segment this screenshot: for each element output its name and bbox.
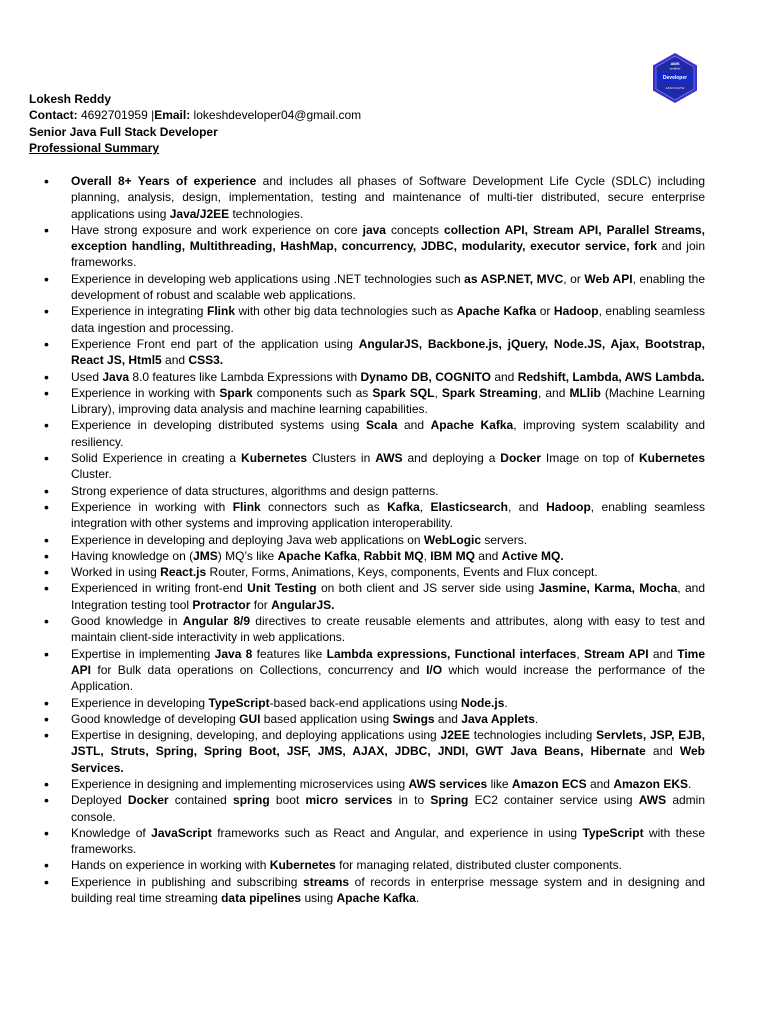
summary-bullet-item [29, 580, 705, 613]
bullet-text: , [356, 548, 364, 563]
bullet-text: Expertise in implementing [71, 646, 215, 661]
bold-keyword: Kubernetes [638, 451, 706, 466]
bullet-text: Worked in using [71, 565, 161, 580]
bullet-text: , [423, 548, 431, 563]
bold-keyword: CSS3. [188, 353, 224, 368]
bold-keyword: streams [303, 874, 350, 889]
bullet-text: , enabling the development of robust and scalable web applications. [71, 271, 706, 303]
bold-keyword: Scala [366, 418, 398, 433]
bullet-text: in to [392, 793, 431, 808]
summary-bullet-item [29, 727, 705, 776]
bullet-text: contained [168, 793, 234, 808]
email-address: lokeshdeveloper04@gmail.com [190, 108, 362, 123]
bold-keyword: Hadoop [546, 499, 591, 514]
bullet-text: , enabling seamless data ingestion and processing. [71, 304, 706, 335]
bold-keyword: as ASP.NET, MVC [464, 271, 564, 286]
bullet-text: using [301, 891, 337, 906]
bullet-text: like [487, 776, 512, 791]
bold-keyword: Java Applets [461, 711, 535, 726]
bold-keyword: TypeScript [208, 695, 270, 710]
bold-keyword: Flink [206, 304, 235, 319]
bold-keyword: Elasticsearch [430, 499, 508, 514]
summary-bullet-item [29, 385, 705, 418]
bullet-text: Having knowledge on ( [71, 548, 194, 563]
bold-keyword: Apache Kafka [430, 418, 514, 433]
bullet-text: for [250, 597, 272, 612]
badge-certified-text: certified [669, 66, 681, 71]
bullet-text: and [434, 711, 462, 726]
bullet-text: based application using [260, 711, 393, 726]
bullet-text: features like [252, 646, 327, 661]
bullet-text: Experience in designing and implementing microservices using [71, 776, 409, 791]
bold-keyword: Apache Kafka [336, 891, 416, 906]
summary-bullet-item [29, 173, 705, 222]
bold-keyword: Lambda expressions, Functional interfaces [326, 646, 577, 661]
bold-keyword: Redshift, Lambda, AWS Lambda. [517, 369, 705, 384]
bold-keyword: Docker [500, 451, 541, 466]
bullet-text: technologies including [469, 728, 597, 743]
bullet-text: with other big data technologies such as [235, 304, 457, 319]
bullet-text: admin console. [71, 793, 706, 824]
badge-level-text: ASSOCIATE [665, 86, 685, 90]
bold-keyword: MLlib [569, 385, 601, 400]
summary-bullet-item [29, 417, 705, 450]
bold-keyword: Apache Kafka [277, 548, 357, 563]
summary-bullet-item [29, 271, 705, 304]
bullet-text: Expertise in designing, developing, and deploying applications using [71, 728, 441, 743]
bullet-text: , [419, 499, 431, 514]
bold-keyword: Kubernetes [269, 858, 336, 873]
bold-keyword: data pipelines [221, 891, 302, 906]
resume-header [29, 91, 709, 156]
summary-bullet-item [29, 792, 705, 825]
bullet-text: with these frameworks. [71, 825, 705, 857]
bold-keyword: Docker [127, 793, 169, 808]
bullet-text: Hands on experience in working with [71, 858, 270, 873]
bullet-text: Good knowledge of developing [71, 711, 240, 726]
bold-keyword: Spring [430, 793, 469, 808]
bullet-text: Experience in developing and deploying Java web applications on [71, 532, 424, 547]
summary-bullet-item [29, 369, 705, 385]
bullet-text: technologies. [229, 206, 304, 221]
bullet-text: , improving system scalability and resiliency. [71, 418, 705, 449]
bold-keyword: Dynamo DB, COGNITO [360, 369, 491, 384]
bullet-text: components such as [252, 385, 373, 400]
bold-keyword: Unit Testing [247, 581, 317, 596]
bold-keyword: Spark SQL [372, 385, 435, 400]
bold-keyword: Amazon ECS [511, 776, 587, 791]
bullet-text: and includes all phases of Software Development Life Cycle (SDLC) including planning, analysis, design, implementation, testing and maintenance of multi-tier distributed, secure enterprise applications using [71, 174, 706, 221]
bold-keyword: React.js [160, 565, 207, 580]
bullet-text: boot [269, 793, 306, 808]
bold-keyword: Java [102, 369, 130, 384]
contact-line [29, 107, 709, 123]
bold-keyword: JavaScript [151, 825, 212, 840]
bold-keyword: Web API [584, 271, 633, 286]
summary-bullet-item [29, 776, 705, 792]
bold-keyword: GUI [239, 711, 261, 726]
bullet-text: Experience in integrating [71, 304, 207, 319]
bullet-text: Router, Forms, Animations, Keys, components, Events and Flux concept. [206, 565, 598, 580]
summary-bullet-item [29, 499, 705, 532]
bold-keyword: Angular 8/9 [182, 614, 251, 629]
bullet-text: and [648, 646, 678, 661]
bold-keyword: IBM MQ [430, 548, 475, 563]
summary-bullet-item [29, 222, 705, 271]
summary-bullet-item [29, 695, 705, 711]
bold-keyword: Overall 8+ Years of experience [71, 174, 257, 188]
bullet-text: Image on top of [540, 451, 639, 466]
bold-keyword: Kafka [387, 499, 420, 514]
bullet-text: Experience Front end part of the application using [71, 336, 359, 351]
bold-keyword: TypeScript [582, 825, 644, 840]
summary-bullet-item [29, 646, 705, 695]
bullet-text: and [490, 369, 518, 384]
bullet-text: and join frameworks. [71, 239, 705, 270]
bullet-text: for Bulk data operations on Collections, concurrency and [91, 662, 427, 677]
bold-keyword: Rabbit MQ [363, 548, 424, 563]
bold-keyword: I/O [426, 662, 443, 677]
contact-label: Contact: [29, 108, 78, 123]
summary-bullet-item [29, 303, 705, 336]
bullet-text: and [645, 744, 680, 759]
bullet-text: servers. [481, 532, 528, 547]
summary-bullet-list [29, 173, 705, 906]
bold-keyword: Protractor [192, 597, 251, 612]
bullet-text: for managing related, distributed cluster components. [335, 858, 622, 873]
bullet-text: Experienced in writing front-end [71, 581, 248, 596]
bullet-text: Good knowledge in [71, 614, 183, 629]
bullet-text: Clusters in [307, 451, 376, 466]
bold-keyword: Web Services. [71, 744, 705, 775]
bullet-text: frameworks such as React and Angular, and experience in using [211, 825, 583, 840]
bold-keyword: JMS [193, 548, 218, 563]
bullet-text: Deployed [71, 793, 128, 808]
bullet-text: 8.0 features like Lambda Expressions with [129, 369, 361, 384]
bold-keyword: AngularJS. [271, 597, 335, 612]
summary-bullet-item [29, 564, 705, 580]
bullet-text: Cluster. [71, 467, 112, 482]
bold-keyword: AWS [638, 793, 667, 808]
bold-keyword: AWS [375, 451, 403, 466]
bullet-text: . [534, 711, 539, 726]
summary-bullet-item [29, 613, 705, 646]
bullet-text: or [536, 304, 554, 319]
bullet-text: Experience in developing distributed systems using [71, 418, 367, 433]
bold-keyword: Java/J2EE [169, 206, 230, 221]
summary-bullet-item [29, 450, 705, 483]
bullet-text: Experience in developing web applications using .NET technologies such [71, 271, 465, 286]
summary-bullet-item [29, 825, 705, 858]
bullet-text: , [434, 385, 442, 400]
bullet-text: Experience in publishing and subscribing [71, 874, 304, 889]
bullet-text: which would increase the performance of the Application. [71, 662, 705, 694]
bullet-text: Strong experience of data structures, algorithms and design patterns. [71, 483, 439, 498]
bold-keyword: spring [233, 793, 270, 808]
bold-keyword: Amazon EKS [613, 776, 688, 791]
bold-keyword: java [362, 222, 386, 237]
bullet-text: on both client and JS server side using [316, 581, 539, 596]
summary-bullet-item [29, 483, 705, 499]
bold-keyword: Spark [219, 385, 253, 400]
bold-keyword: AWS services [408, 776, 488, 791]
bold-keyword: Apache Kafka [456, 304, 537, 319]
bold-keyword: Time API [71, 646, 705, 677]
bullet-text: Solid Experience in creating a [71, 451, 242, 466]
job-title: Senior Java Full Stack Developer [29, 124, 218, 139]
bold-keyword: Kubernetes [241, 451, 308, 466]
bold-keyword: Active MQ. [501, 548, 564, 563]
bullet-text: and [397, 418, 431, 433]
bullet-text: ) MQ’s like [217, 548, 278, 563]
bold-keyword: WebLogic [423, 532, 482, 547]
summary-bullet-item [29, 857, 705, 873]
bullet-text: Experience in developing [71, 695, 209, 710]
bold-keyword: Flink [232, 499, 261, 514]
bullet-text: . [504, 695, 508, 710]
bullet-text: Experience in working with [71, 499, 233, 514]
bullet-text: . [688, 776, 692, 791]
bullet-text: and [586, 776, 614, 791]
bullet-text: (Machine Learning Library), improving data analysis and machine learning capabilities. [71, 385, 706, 417]
bold-keyword: Hadoop [553, 304, 599, 319]
bullet-text: concepts [385, 222, 445, 237]
bold-keyword: Servlets, JSP, EJB, JSTL, Struts, Spring, Spring Boot, JSF, JMS, AJAX, JDBC, JNDI, GWT Java Beans, Hibernate [71, 728, 705, 759]
bullet-text: Have strong exposure and work experience on core [71, 222, 363, 237]
bullet-text: , and [507, 499, 547, 514]
bullet-text: of records in enterprise message system and in designing and building real time streaming [71, 874, 706, 906]
bullet-text: , and [537, 385, 570, 400]
bold-keyword: Stream API [583, 646, 649, 661]
email-label: Email: [154, 108, 191, 123]
bold-keyword: Swings [392, 711, 435, 726]
summary-bullet-item [29, 874, 705, 907]
candidate-name: Lokesh Reddy [29, 92, 112, 106]
bullet-text: and [161, 353, 189, 368]
summary-bullet-item [29, 532, 705, 548]
summary-bullet-item [29, 711, 705, 727]
bullet-text: Experience in working with [71, 385, 220, 400]
bold-keyword: Spark Streaming [441, 385, 538, 400]
summary-bullet-item [29, 336, 705, 369]
bullet-text: and [474, 548, 502, 563]
bullet-text: , or [563, 271, 585, 286]
bullet-text: Used [71, 369, 103, 384]
phone-number: 4692701959 | [77, 108, 155, 123]
bold-keyword: collection API, Stream API, Parallel Streams, exception handling, Multithreading, HashMap, concurrency, JDBC, modularity, executor service, fork [71, 222, 706, 254]
bold-keyword: Jasmine, Karma, Mocha [538, 581, 678, 596]
bullet-text: , and Integration testing tool [71, 581, 706, 612]
bullet-text: EC2 container service using [468, 793, 639, 808]
section-heading-professional-summary: Professional Summary [29, 140, 160, 155]
bullet-text: directives to create reusable elements and attributes, along with easy to test and maintain client-side interactivity in web applications. [71, 614, 705, 645]
badge-title-text: Developer [662, 75, 688, 81]
bullet-text: and deploying a [402, 451, 501, 466]
bold-keyword: Node.js [461, 695, 505, 710]
bullet-text: , [576, 646, 584, 661]
bullet-text: connectors such as [260, 499, 388, 514]
bold-keyword: Java 8 [214, 646, 253, 661]
bullet-text: . [415, 891, 420, 906]
bullet-text: -based back-end applications using [269, 695, 462, 710]
bold-keyword: AngularJS, Backbone.js, jQuery, Node.JS, Ajax, Bootstrap, React JS, Html5 [71, 336, 705, 368]
bold-keyword: micro services [305, 793, 393, 808]
bullet-text: , enabling seamless integration with other systems and improving application interoperability. [71, 499, 706, 531]
bold-keyword: J2EE [440, 728, 470, 743]
bullet-text: Knowledge of [71, 825, 152, 840]
badge-aws-text: AWS [670, 61, 680, 66]
summary-bullet-item [29, 548, 705, 564]
